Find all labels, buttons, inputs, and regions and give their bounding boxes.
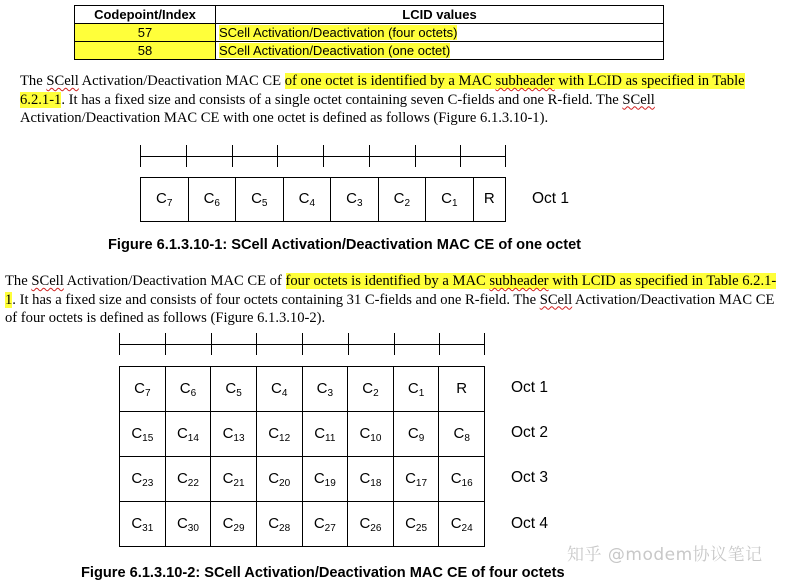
bit-field-cell [302, 502, 348, 547]
bit-field-cell [393, 367, 439, 412]
bit-field-cell [393, 457, 439, 502]
field-index: 3 [327, 387, 334, 399]
field-name: C [268, 514, 280, 532]
bit-field-cell [439, 457, 485, 502]
para-highlight-spellcheck: subheader [489, 273, 549, 289]
bit-field-cell [165, 412, 211, 457]
field-name: C [359, 514, 371, 532]
field-index: 22 [187, 477, 199, 489]
field-name: C [203, 190, 215, 207]
bit-field-cell [439, 412, 485, 457]
bit-field-cell [302, 412, 348, 457]
field-name: C [268, 424, 280, 442]
lcid-index-cell: 57 [75, 24, 216, 42]
field-index: 21 [233, 477, 245, 489]
bit-ruler [140, 145, 506, 167]
field-name: C [176, 514, 188, 532]
lcid-table-header-index: Codepoint/Index [75, 6, 216, 24]
field-index: 6 [214, 198, 220, 209]
bit-ruler-tick [460, 145, 461, 167]
octet-grid-four-octets [119, 366, 485, 547]
field-name: C [450, 514, 462, 532]
lcid-value-text: SCell Activation/Deactivation (four octets) [219, 24, 458, 40]
field-index: 18 [370, 477, 382, 489]
bit-field-cell [165, 457, 211, 502]
field-index: 2 [404, 198, 411, 209]
field-index: 1 [418, 387, 425, 399]
para-text-spellcheck: SCell [31, 273, 64, 289]
bit-field-cell [348, 502, 394, 547]
octet-row [120, 457, 485, 502]
field-name: C [405, 469, 416, 487]
para-highlight: with LCID as specified in Table 6.2.1-1 [20, 73, 745, 108]
bit-ruler-tick [369, 145, 370, 167]
field-name: C [316, 379, 328, 397]
zhihu-watermark: 知乎 @modem协议笔记 [567, 545, 763, 565]
field-index: 29 [233, 522, 245, 534]
lcid-value-cell [216, 42, 664, 60]
bit-field-cell [302, 367, 348, 412]
para-highlight: four octets is identified by a MAC [285, 273, 490, 289]
bit-field-cell [426, 178, 474, 222]
field-name: C [134, 379, 145, 397]
bit-field-cell [236, 178, 284, 222]
para-text: The [5, 273, 32, 289]
para-text: Activation/Deactivation MAC CE of four octets is defined as follows (Figure 6.1.3.10-2). [5, 291, 775, 326]
bit-field-cell [378, 178, 426, 222]
octet-label: Oct 1 [511, 379, 549, 396]
field-name: C [270, 379, 282, 397]
octet-label: Oct 3 [511, 469, 549, 486]
bit-field-cell [256, 412, 302, 457]
field-index: 4 [309, 198, 315, 209]
field-name: C [405, 514, 416, 532]
field-index: 3 [356, 198, 363, 209]
bit-field-cell [120, 457, 166, 502]
bit-field-cell [256, 367, 302, 412]
bit-field-cell [393, 502, 439, 547]
field-name: C [176, 469, 188, 487]
field-name: R [456, 379, 468, 397]
octet-row [141, 178, 506, 222]
para-highlight: with LCID as specified in Table 6.2.1-1 [5, 273, 777, 308]
field-index: 5 [261, 198, 268, 209]
octet-row [120, 367, 485, 412]
octet-grid-one-octet [140, 177, 506, 222]
lcid-value-text: SCell Activation/Deactivation (one octet) [219, 42, 451, 58]
field-index: 23 [142, 477, 154, 489]
bit-field-cell [439, 502, 485, 547]
field-name: C [222, 469, 234, 487]
para-text-spellcheck: SCell [46, 73, 79, 89]
octet-label: Oct 2 [511, 424, 549, 441]
field-name: C [156, 190, 167, 207]
field-name: C [407, 424, 419, 442]
octet-label: Oct 4 [511, 515, 549, 532]
field-index: 15 [142, 432, 154, 444]
field-name: C [268, 469, 280, 487]
lcid-table-row [75, 24, 664, 42]
field-name: C [314, 424, 326, 442]
field-index: 6 [190, 387, 197, 399]
field-name: C [441, 190, 452, 207]
bit-ruler-tick [186, 145, 187, 167]
octet-row [120, 502, 485, 547]
octet-row [120, 412, 485, 457]
field-name: C [450, 469, 462, 487]
field-index: 24 [461, 522, 473, 534]
bit-field-cell [120, 412, 166, 457]
paragraph-one-octet [20, 72, 782, 128]
field-index: 5 [236, 387, 242, 399]
bit-ruler-tick [439, 333, 440, 355]
bit-ruler-tick [505, 145, 506, 167]
field-index: 1 [451, 198, 458, 209]
field-name: C [359, 469, 371, 487]
lcid-table-row [75, 42, 664, 60]
field-index: 7 [166, 198, 173, 209]
para-text: Activation/Deactivation MAC CE of [63, 273, 286, 289]
bit-field-cell [256, 457, 302, 502]
field-index: 16 [461, 477, 473, 489]
bit-ruler-tick [394, 333, 395, 355]
para-highlight: of one octet is identified by a MAC [284, 73, 496, 89]
field-name: C [313, 469, 325, 487]
bit-field-cell [165, 367, 211, 412]
field-index: 17 [415, 477, 428, 489]
field-name: C [346, 190, 357, 207]
field-index: 2 [373, 387, 379, 399]
field-index: 13 [233, 432, 245, 444]
bit-ruler-tick [256, 333, 257, 355]
field-name: C [298, 190, 310, 207]
bit-field-cell [165, 502, 211, 547]
paragraph-four-octets [5, 272, 780, 328]
bit-field-cell [211, 502, 257, 547]
bit-field-cell [439, 367, 485, 412]
field-name: R [483, 190, 495, 207]
bit-field-cell [211, 457, 257, 502]
lcid-table-header-value: LCID values [216, 6, 664, 24]
figure-caption-one-octet: Figure 6.1.3.10-1: SCell Activation/Deactivation MAC CE of one octet [108, 237, 582, 253]
field-name: C [362, 379, 374, 397]
para-text: . It has a fixed size and consists of a single octet containing seven C-fields and one R-field. The [61, 91, 623, 108]
field-index: 31 [142, 522, 154, 534]
figure-caption-four-octets: Figure 6.1.3.10-2: SCell Activation/Deactivation MAC CE of four octets [81, 565, 565, 581]
field-name: C [225, 379, 237, 397]
field-index: 26 [370, 522, 382, 534]
bit-ruler [119, 333, 485, 355]
bit-ruler-tick [302, 333, 303, 355]
lcid-table [74, 5, 664, 60]
bit-field-cell [188, 178, 236, 222]
field-name: C [131, 424, 143, 442]
field-name: C [407, 379, 419, 397]
bit-ruler-tick [119, 333, 120, 355]
bit-field-cell [348, 367, 394, 412]
bit-field-cell [256, 502, 302, 547]
bit-field-cell [141, 178, 189, 222]
para-text: Activation/Deactivation MAC CE with one octet is defined as follows (Figure 6.1.3.10-1). [20, 110, 549, 126]
field-index: 30 [187, 522, 199, 534]
field-index: 27 [324, 522, 336, 534]
field-index: 10 [370, 432, 382, 444]
field-index: 28 [279, 522, 291, 534]
field-name: C [251, 190, 262, 207]
bit-ruler-tick [415, 145, 416, 167]
para-text: . It has a fixed size and consists of four octets containing 31 C-fields and one R-field. The [12, 291, 540, 308]
field-name: C [393, 190, 405, 207]
bit-field-cell [331, 178, 379, 222]
field-name: C [222, 514, 234, 532]
bit-field-cell [211, 412, 257, 457]
bit-field-cell [302, 457, 348, 502]
field-name: C [453, 424, 465, 442]
field-index: 19 [324, 477, 336, 489]
field-name: C [176, 424, 188, 442]
field-name: C [179, 379, 191, 397]
field-index: 8 [464, 432, 470, 444]
bit-ruler-tick [140, 145, 141, 167]
bit-field-cell [348, 457, 394, 502]
bit-field-cell [283, 178, 331, 222]
field-name: C [131, 469, 143, 487]
lcid-value-cell [216, 24, 664, 42]
para-highlight-spellcheck: subheader [495, 73, 555, 89]
lcid-table-header-row [75, 6, 664, 24]
bit-ruler-tick [211, 333, 212, 355]
bit-ruler-tick [232, 145, 233, 167]
para-text-spellcheck: SCell [539, 291, 573, 308]
field-index: 25 [415, 522, 428, 534]
field-name: C [222, 424, 234, 442]
para-text-spellcheck: SCell [622, 91, 655, 108]
field-index: 20 [279, 477, 291, 489]
bit-ruler-tick [484, 333, 485, 355]
field-name: C [313, 514, 325, 532]
field-index: 14 [187, 432, 199, 444]
field-index: 11 [325, 432, 336, 444]
bit-field-cell [211, 367, 257, 412]
field-index: 7 [144, 387, 151, 399]
field-index: 9 [418, 432, 425, 444]
bit-field-cell [120, 502, 166, 547]
bit-field-cell [120, 367, 166, 412]
bit-field-cell [473, 178, 505, 222]
para-text: Activation/Deactivation MAC CE [78, 73, 285, 89]
bit-ruler-tick [348, 333, 349, 355]
field-name: C [359, 424, 371, 442]
bit-field-cell [393, 412, 439, 457]
bit-ruler-tick [323, 145, 324, 167]
bit-ruler-tick [165, 333, 166, 355]
field-name: C [131, 514, 143, 532]
para-text: The [20, 73, 47, 89]
field-index: 4 [281, 387, 288, 399]
lcid-index-cell: 58 [75, 42, 216, 60]
bit-field-cell [348, 412, 394, 457]
bit-ruler-tick [277, 145, 278, 167]
field-index: 12 [279, 432, 291, 444]
octet-label: Oct 1 [532, 190, 570, 207]
